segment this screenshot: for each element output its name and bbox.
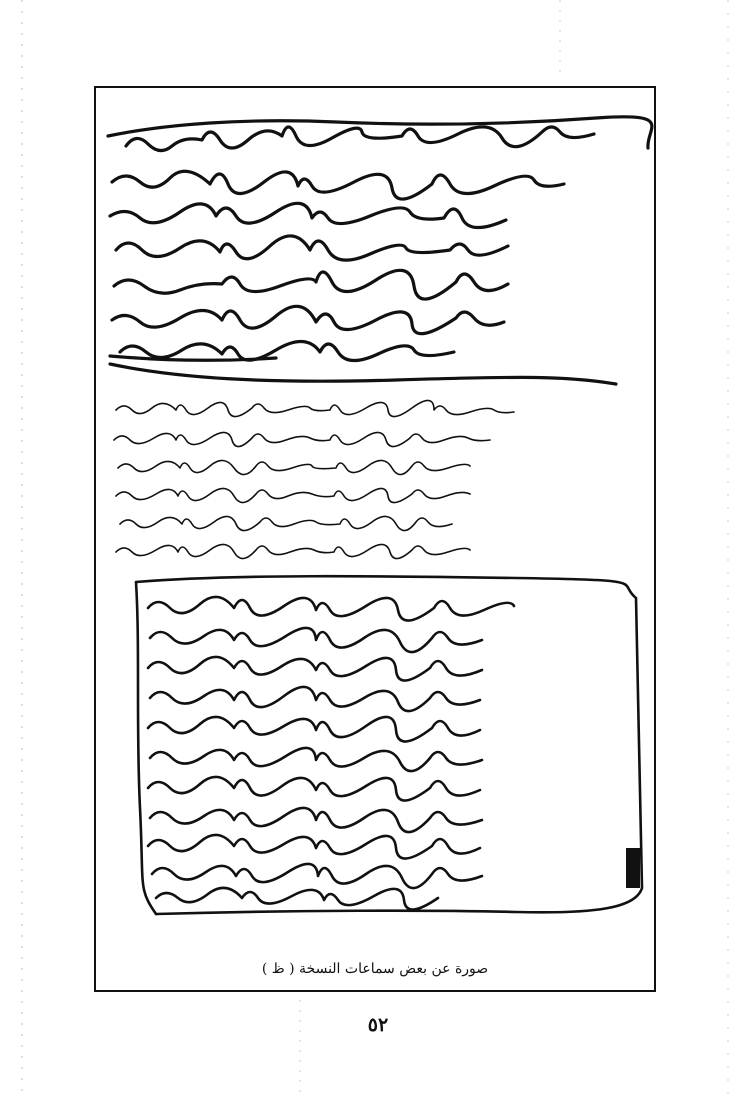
figure-caption: صورة عن بعض سماعات النسخة ( ظ ) [261, 961, 489, 977]
audition-note-3 [136, 576, 642, 914]
audition-note-2 [114, 400, 514, 558]
page-number: ٥٢ [367, 1014, 389, 1036]
manuscript-frame [94, 86, 656, 992]
manuscript-image [96, 88, 654, 948]
audition-note-1 [108, 117, 652, 384]
